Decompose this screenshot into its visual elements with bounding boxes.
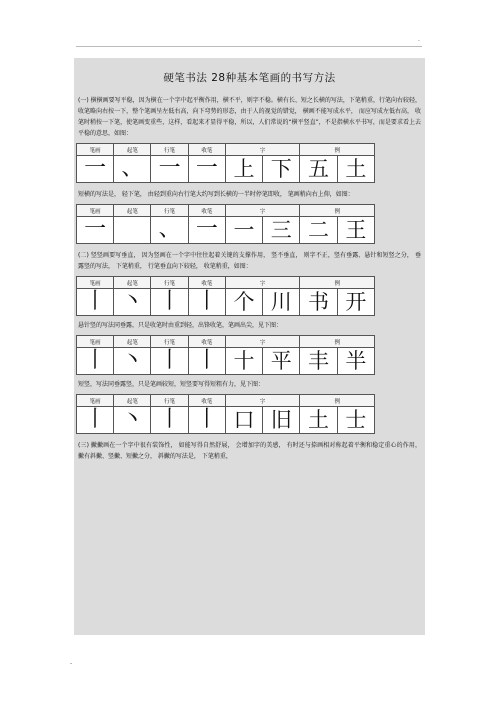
example-char-cell: 王 — [337, 217, 374, 244]
column-header-end: 收笔 — [188, 277, 225, 289]
column-header-start: 起笔 — [114, 144, 151, 156]
column-header-move: 行笔 — [151, 144, 188, 156]
column-header-end: 收笔 — [188, 144, 225, 156]
example-char-cell: 丰 — [300, 348, 337, 375]
column-header-end: 收笔 — [188, 336, 225, 348]
column-header-stroke: 笔画 — [77, 277, 114, 289]
stroke-table-1 — [74, 143, 425, 183]
paragraph-vertical: (二) 竖竖画要写垂直， 因为竖画在一个字中往往起着关键的支撑作用， 竖不垂直， 则字不正，竖有垂露、悬针和短竖之分， 垂露竖的写法， 下笔稍重， 行笔垂直向下较轻， 收笔稍重，如图： — [78, 252, 421, 270]
column-header-stroke: 笔画 — [77, 395, 114, 407]
paragraph-horizontal: (一) 横横画要写平稳，因为横在一个字中起平衡作用，横不平，则字不稳。横有长、短之长横的写法，下笔稍重，行笔向右较轻，收笔略向右按一下，整个笔画呈左低右高，向下弯势的形态，由于人的视觉的错觉， 横画不能写成水平， 而应写成左低右高， 收笔时稍按一下笔，使笔画变重些，这样，看起来才显得平稳，所以，人们常说的“横平竖直”，不是指横水平书写，而是要求看上去平稳的意思，如图： — [78, 97, 421, 137]
example-char-cell: 三 — [263, 217, 300, 244]
example-char-cell: 十 — [225, 348, 262, 375]
stroke-cell: 丶 — [114, 348, 151, 375]
stroke-cell: 丨 — [188, 289, 225, 316]
paragraph-short-vertical: 短竖，写法同垂露竖，只是笔画较短，短竖要写得短粗有力，见下图： — [78, 381, 265, 388]
example-char-cell: 士 — [337, 407, 374, 434]
stroke-table — [76, 394, 375, 434]
stroke-cell: 丨 — [77, 407, 114, 434]
stroke-cell: 丨 — [77, 289, 114, 316]
column-header-start: 起笔 — [114, 205, 151, 217]
example-char-cell: 上 — [225, 156, 262, 183]
stroke-cell: 、 — [114, 156, 151, 183]
column-header-char: 字 — [225, 277, 299, 289]
stroke-cell: 一 — [188, 156, 225, 183]
stroke-table-3 — [74, 276, 425, 316]
stroke-cell: 丨 — [188, 407, 225, 434]
header-mark: - — [418, 38, 420, 44]
example-char-cell: 平 — [263, 348, 300, 375]
column-header-end: 收笔 — [188, 205, 225, 217]
stroke-cell — [114, 217, 151, 244]
column-header-char: 字 — [225, 395, 299, 407]
stroke-table — [76, 335, 375, 375]
example-char-cell: 旧 — [263, 407, 300, 434]
paragraph-suspended-needle: 悬针竖的写法同垂露，只是收笔时由重到轻，出锋收笔，笔画出尖，见下图： — [78, 322, 283, 329]
example-char-cell: 土 — [300, 407, 337, 434]
column-header-move: 行笔 — [151, 205, 188, 217]
stroke-cell: 一 — [188, 217, 225, 244]
document-sheet — [74, 58, 425, 635]
column-header-end: 收笔 — [188, 395, 225, 407]
column-header-char: 字 — [225, 144, 299, 156]
stroke-cell: 一 — [77, 156, 114, 183]
stroke-cell: 丶 — [114, 289, 151, 316]
stroke-cell: 丨 — [151, 407, 188, 434]
column-header-start: 起笔 — [114, 336, 151, 348]
column-header-stroke: 笔画 — [77, 144, 114, 156]
example-char-cell: 半 — [337, 348, 374, 375]
example-char-cell: 下 — [263, 156, 300, 183]
example-char-cell: 五 — [300, 156, 337, 183]
stroke-cell: 丨 — [151, 289, 188, 316]
stroke-cell: 、 — [151, 217, 188, 244]
example-char-cell: 口 — [225, 407, 262, 434]
stroke-cell: 一 — [77, 217, 114, 244]
column-header-start: 起笔 — [114, 395, 151, 407]
stroke-table — [76, 276, 375, 316]
column-header-char: 字 — [225, 336, 299, 348]
example-char-cell: 川 — [263, 289, 300, 316]
column-header-char: 字 — [225, 205, 299, 217]
example-char-cell: 开 — [337, 289, 374, 316]
stroke-table — [76, 143, 375, 183]
example-char-cell: 一 — [225, 217, 262, 244]
column-header-move: 行笔 — [151, 277, 188, 289]
column-header-example: 例 — [300, 336, 375, 348]
stroke-cell: 一 — [151, 156, 188, 183]
column-header-stroke: 笔画 — [77, 336, 114, 348]
column-header-move: 行笔 — [151, 336, 188, 348]
stroke-cell: 丶 — [114, 407, 151, 434]
column-header-example: 例 — [300, 205, 375, 217]
example-char-cell: 书 — [300, 289, 337, 316]
stroke-table — [76, 204, 375, 244]
stroke-table-5 — [74, 394, 425, 434]
header-rule — [76, 46, 422, 47]
column-header-example: 例 — [300, 395, 375, 407]
paragraph-left-falling: (三) 撇撇画在一个字中很有装饰性， 如能写得自然舒展， 会增加字的美感， 有时还与捺画相对称起着平衡和稳定重心的作用， 撇有斜撇、竖撇、短撇之分， 斜撇的写法是， 下笔稍重， — [78, 442, 421, 460]
column-header-example: 例 — [300, 277, 375, 289]
stroke-table-4 — [74, 335, 425, 375]
example-char-cell: 二 — [300, 217, 337, 244]
footer-mark: - — [70, 660, 73, 667]
stroke-cell: 丨 — [151, 348, 188, 375]
page-title: 硬笔书法 28种基本笔画的书写方法 — [163, 72, 336, 84]
example-char-cell: 土 — [337, 156, 374, 183]
column-header-start: 起笔 — [114, 277, 151, 289]
column-header-example: 例 — [300, 144, 375, 156]
column-header-move: 行笔 — [151, 395, 188, 407]
stroke-table-2 — [74, 204, 425, 244]
stroke-cell: 丨 — [188, 348, 225, 375]
stroke-cell: 丨 — [77, 348, 114, 375]
column-header-stroke: 笔画 — [77, 205, 114, 217]
paragraph-short-horizontal: 短横的写法是， 轻下笔， 由轻到重向右行笔大约写到长横的一半时停笔即收， 笔画稍向右上仰，如图： — [78, 191, 354, 198]
example-char-cell: 个 — [225, 289, 262, 316]
